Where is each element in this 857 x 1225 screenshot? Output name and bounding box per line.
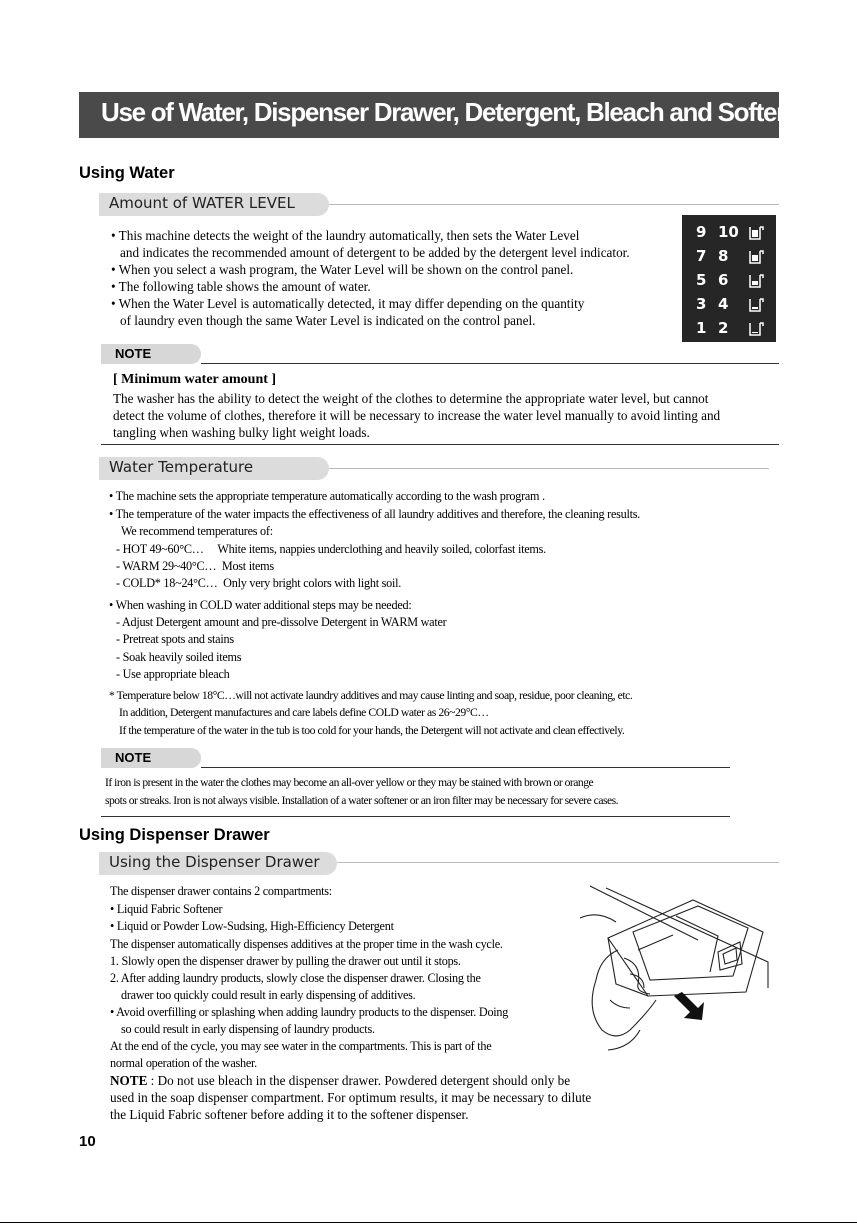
temperature-line: - COLD* 18~24°C… Only very bright colors with light soil. <box>116 576 402 590</box>
panel-level-a: 9 <box>696 223 707 241</box>
divider <box>329 468 769 469</box>
panel-level-b: 8 <box>718 247 729 265</box>
water-level-line-5: • When the Water Level is automatically detected, it may differ depending on the quantity <box>111 296 585 311</box>
dispenser-note-line <box>110 1072 570 1089</box>
divider <box>101 444 779 445</box>
water-level-line-6: of laundry even though the same Water Level is indicated on the control panel. <box>120 313 536 328</box>
subheading-dispenser-drawer <box>99 852 337 875</box>
panel-row <box>682 223 776 245</box>
temperature-line: • When washing in COLD water additional steps may be needed: <box>109 598 412 612</box>
panel-level-a: 1 <box>696 319 707 337</box>
panel-row <box>682 247 776 269</box>
temperature-line: We recommend temperatures of: <box>121 524 273 538</box>
note-line: detect the volume of clothes, therefore it will be necessary to increase the water level manually to avoid linting and <box>113 408 721 423</box>
note-label: NOTE <box>115 346 152 361</box>
divider <box>201 767 730 768</box>
divider <box>329 204 779 205</box>
dispenser-line: • Avoid overfilling or splashing when adding laundry products to the dispenser. Doing <box>110 1005 509 1019</box>
divider <box>201 363 779 364</box>
dispenser-line: The dispenser automatically dispenses additives at the proper time in the wash cycle. <box>110 937 503 951</box>
temperature-line: - Pretreat spots and stains <box>116 632 234 646</box>
temperature-line: • The temperature of the water impacts the effectiveness of all laundry additives and therefore, the cleaning results. <box>109 507 640 521</box>
divider <box>101 816 730 817</box>
dispenser-note-text: : Do not use bleach in the dispenser drawer. Powdered detergent should only be <box>147 1073 571 1088</box>
title-banner <box>79 92 813 138</box>
water-level-panel <box>682 215 776 342</box>
temperature-line: In addition, Detergent manufactures and care labels define COLD water as 26~29°C… <box>119 706 489 719</box>
dispenser-line: • Liquid or Powder Low-Sudsing, High-Efficiency Detergent <box>110 919 394 933</box>
panel-level-a: 3 <box>696 295 707 313</box>
temperature-line: - Soak heavily soiled items <box>116 650 242 664</box>
panel-level-a: 5 <box>696 271 707 289</box>
temperature-line: - WARM 29~40°C… Most items <box>116 559 274 573</box>
dispenser-line: • Liquid Fabric Softener <box>110 902 223 916</box>
note-title: [ Minimum water amount ] <box>113 372 277 387</box>
temperature-line: - Use appropriate bleach <box>116 667 230 681</box>
panel-row <box>682 295 776 317</box>
subheading-water-temperature-label: Water Temperature <box>109 458 254 476</box>
panel-level-b: 4 <box>718 295 729 313</box>
water-level-1-icon <box>748 321 764 337</box>
panel-row <box>682 319 776 341</box>
note-tab <box>101 748 201 768</box>
panel-level-b: 6 <box>718 271 729 289</box>
temperature-line: - HOT 49~60°C… White items, nappies underclothing and heavily soiled, colorfast items. <box>116 542 546 556</box>
note-tab <box>101 344 201 364</box>
divider <box>337 862 779 863</box>
dispenser-line: drawer too quickly could result in early dispensing of additives. <box>121 988 416 1002</box>
dispenser-line: At the end of the cycle, you may see water in the compartments. This is part of the <box>110 1039 492 1053</box>
dispenser-drawer-illustration <box>578 880 778 1065</box>
temperature-line: - Adjust Detergent amount and pre-dissolve Detergent in WARM water <box>116 615 447 629</box>
page-title: Use of Water, Dispenser Drawer, Detergent, Bleach and Softener <box>101 97 813 127</box>
note-line: The washer has the ability to detect the weight of the clothes to determine the appropriate water level, but cannot <box>113 391 709 406</box>
note2-line: spots or streaks. Iron is not always visible. Installation of a water softener or an iron filter may be necessary for severe cases. <box>105 794 619 807</box>
temperature-line: If the temperature of the water in the tub is too cold for your hands, the Detergent will not activate and clean effectively. <box>119 724 625 737</box>
panel-level-b: 10 <box>718 223 739 241</box>
water-level-line-3: • When you select a wash program, the Water Level will be shown on the control panel. <box>111 262 574 277</box>
water-level-2-icon <box>748 297 764 313</box>
dispenser-line: 1. Slowly open the dispenser drawer by pulling the drawer out until it stops. <box>110 954 461 968</box>
water-level-line-2: and indicates the recommended amount of detergent to be added by the detergent level indicator. <box>120 245 630 260</box>
dispenser-note-line: the Liquid Fabric softener before adding it to the softener dispenser. <box>110 1107 469 1122</box>
panel-row <box>682 271 776 293</box>
dispenser-line: normal operation of the washer. <box>110 1056 257 1070</box>
water-level-line-1: • This machine detects the weight of the laundry automatically, then sets the Water Level <box>111 228 580 243</box>
temperature-line: * Temperature below 18°C…will not activate laundry additives and may cause linting and soap, residue, poor cleaning, etc. <box>109 689 633 702</box>
panel-level-b: 2 <box>718 319 729 337</box>
note-line: tangling when washing bulky light weight loads. <box>113 425 370 440</box>
water-level-line-4: • The following table shows the amount of water. <box>111 279 371 294</box>
dispenser-line: so could result in early dispensing of laundry products. <box>121 1022 375 1036</box>
water-level-3-icon <box>748 273 764 289</box>
note2-line: If iron is present in the water the clothes may become an all-over yellow or they may be stained with brown or orange <box>105 776 594 789</box>
subheading-water-level <box>99 193 329 216</box>
section-heading-water: Using Water <box>79 164 175 182</box>
water-level-4-icon <box>748 249 764 265</box>
note-label: NOTE <box>115 750 152 765</box>
water-level-5-icon <box>748 225 764 241</box>
subheading-dispenser-drawer-label: Using the Dispenser Drawer <box>109 853 320 871</box>
subheading-water-level-label: Amount of WATER LEVEL <box>109 194 295 212</box>
dispenser-note-line: used in the soap dispenser compartment. For optimum results, it may be necessary to dilute <box>110 1090 592 1105</box>
temperature-line: • The machine sets the appropriate temperature automatically according to the wash program . <box>109 489 545 503</box>
dispenser-line: 2. After adding laundry products, slowly close the dispenser drawer. Closing the <box>110 971 481 985</box>
panel-level-a: 7 <box>696 247 707 265</box>
section-heading-dispenser: Using Dispenser Drawer <box>79 826 270 844</box>
dispenser-line: The dispenser drawer contains 2 compartments: <box>110 884 332 898</box>
dispenser-note-label: NOTE <box>110 1073 148 1088</box>
subheading-water-temperature <box>99 457 329 480</box>
page-bottom-rule <box>0 1222 857 1223</box>
page-number: 10 <box>79 1133 96 1150</box>
